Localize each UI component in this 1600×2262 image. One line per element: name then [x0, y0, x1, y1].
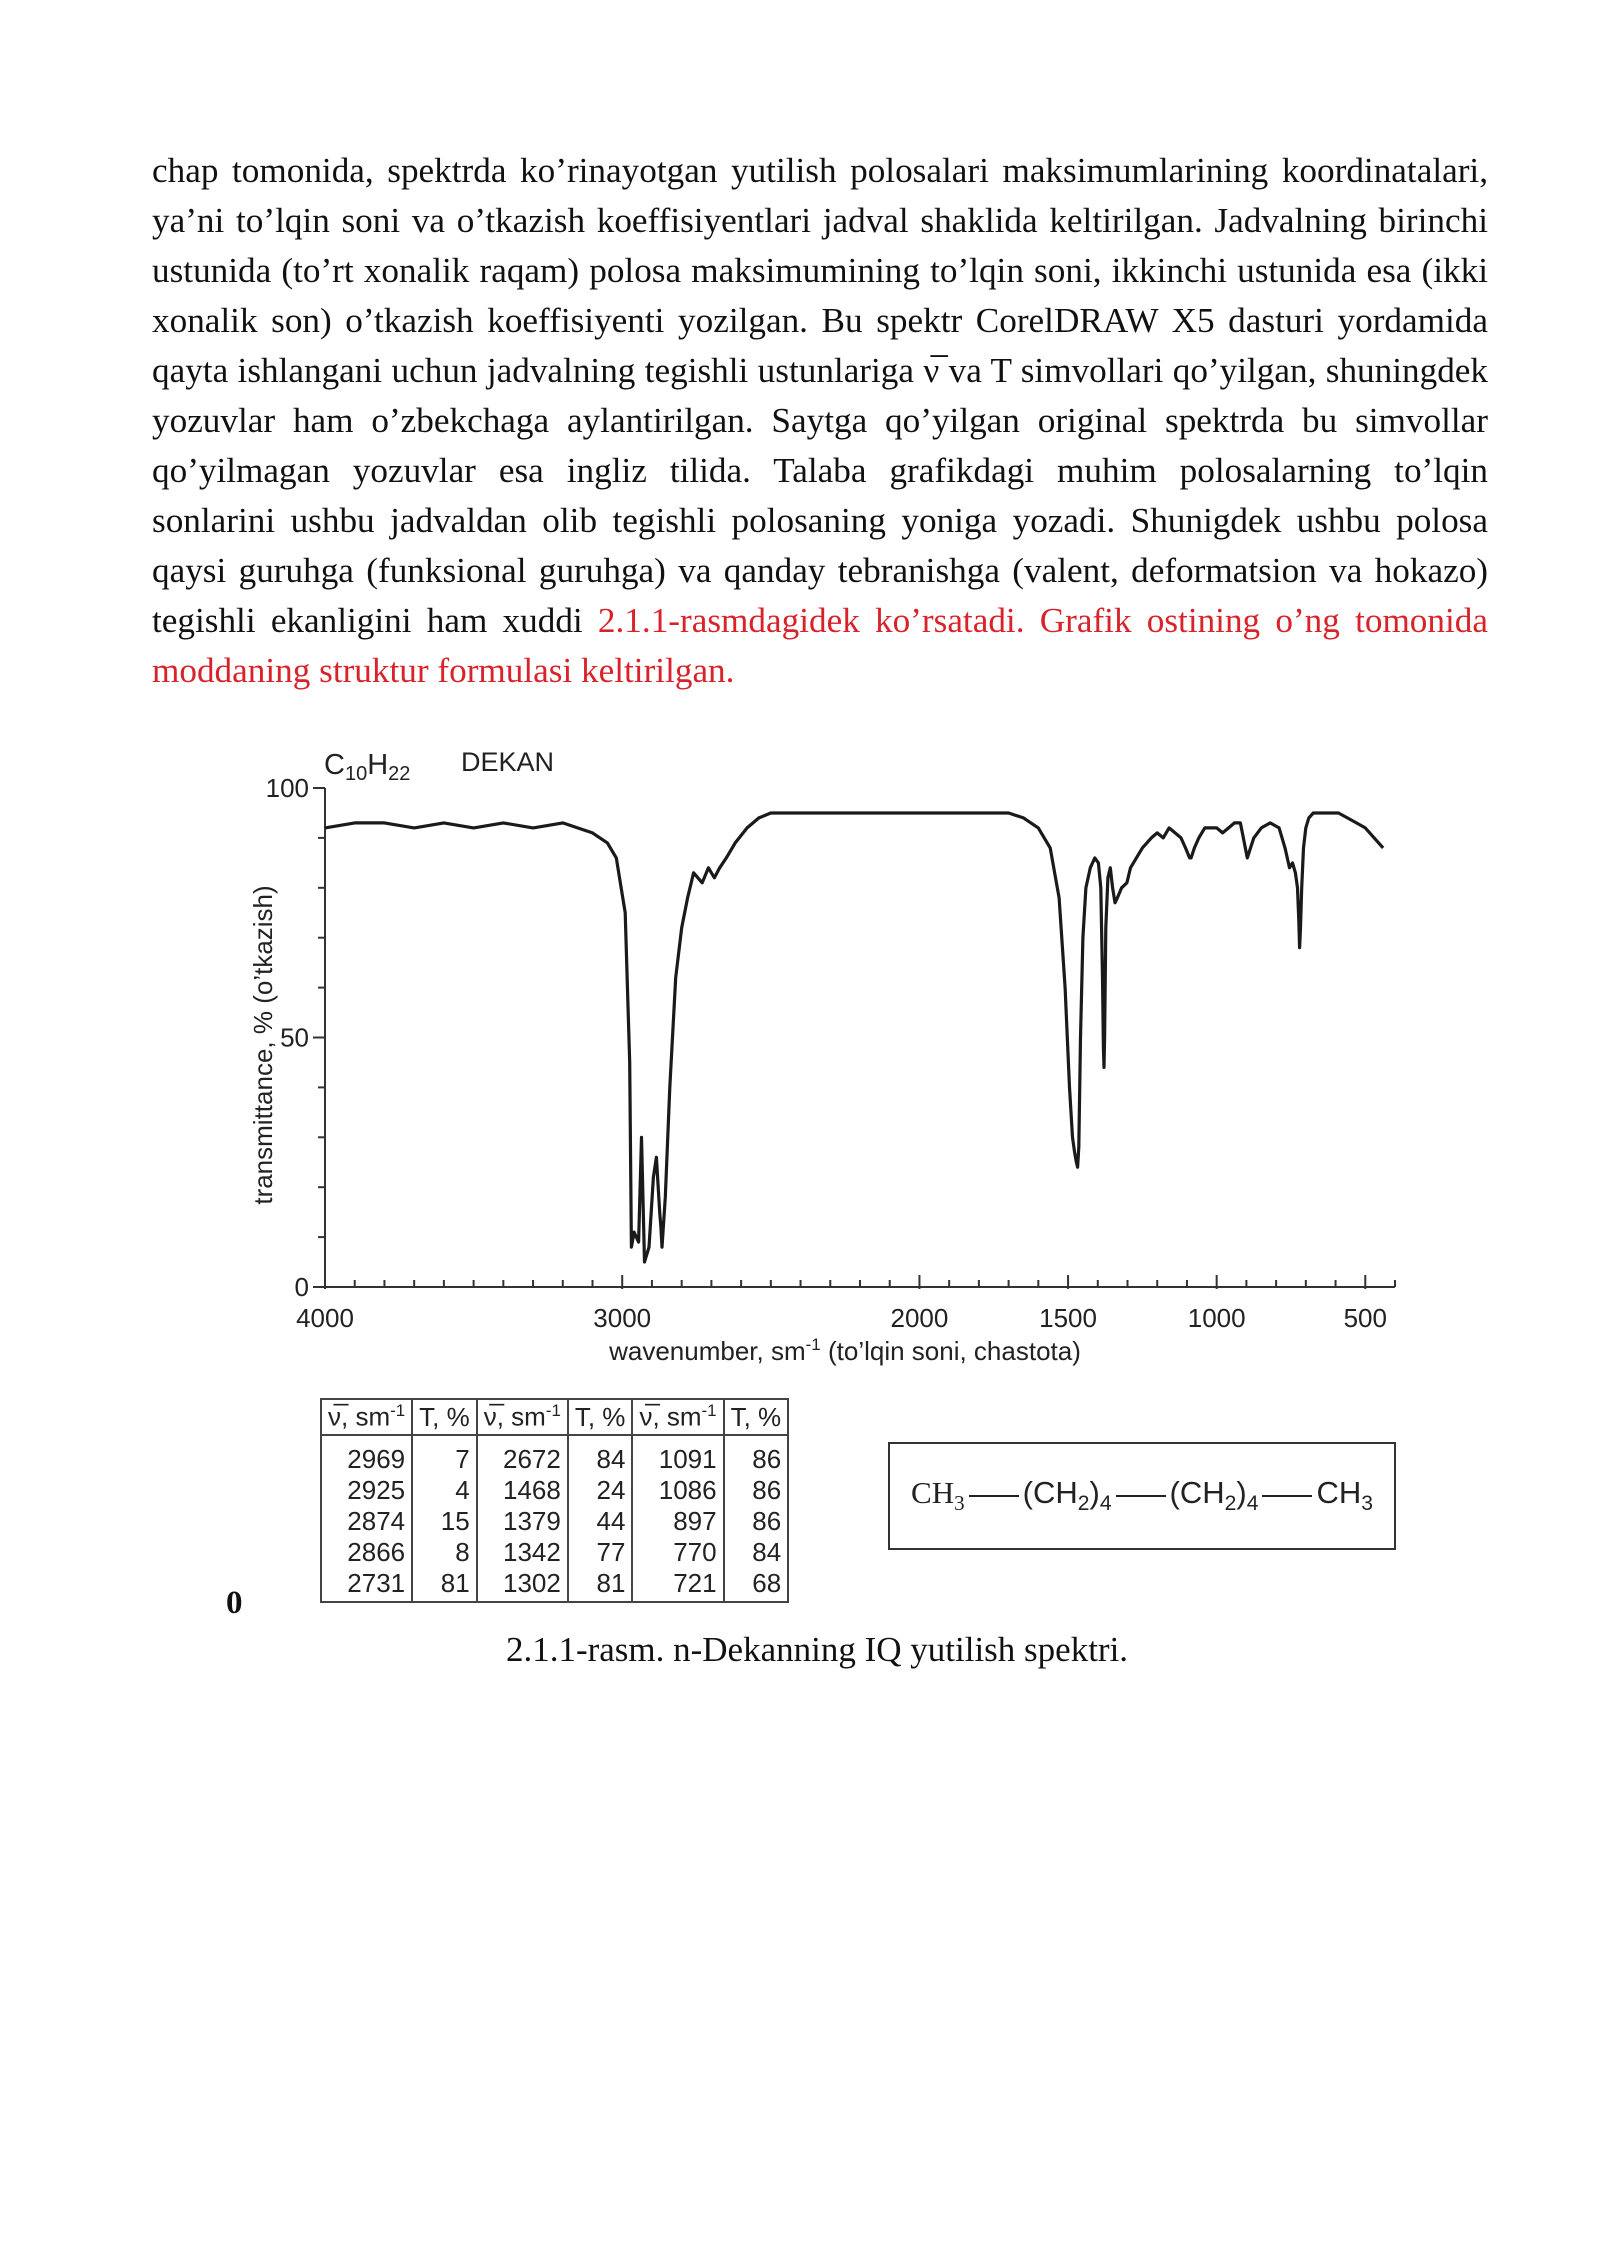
transmittance-cell: 86	[724, 1506, 789, 1537]
formula-ch2-group-2: $(CH_2)_4$	[1169, 1475, 1259, 1516]
wavenumber-cell: 2969	[321, 1435, 412, 1475]
y-tick-label: 100	[265, 773, 309, 803]
y-tick-label: 50	[280, 1022, 309, 1053]
column-header-transmittance: T, %	[412, 1399, 477, 1435]
column-header-wavenumber: ν̅, $sm^{-1}$	[477, 1399, 568, 1435]
column-header-wavenumber: ν̅, $sm^{-1}$	[632, 1399, 723, 1435]
wavenumber-cell: 1302	[477, 1568, 568, 1602]
structural-formula-box	[888, 1442, 1396, 1550]
transmittance-cell: 81	[412, 1568, 477, 1602]
formula-ch2-group-1: $(CH_2)_4$	[1022, 1475, 1112, 1516]
wavenumber-cell: 1342	[477, 1537, 568, 1568]
peak-table-body	[321, 1435, 788, 1602]
transmittance-cell: 86	[724, 1475, 789, 1506]
wavenumber-cell: 721	[632, 1568, 723, 1602]
formula-bond	[969, 1495, 1019, 1497]
y-tick-label: 0	[294, 1272, 309, 1302]
peak-table	[320, 1398, 789, 1603]
transmittance-cell: 44	[568, 1506, 633, 1537]
wavenumber-cell: 2731	[321, 1568, 412, 1602]
table-row	[321, 1537, 788, 1568]
wavenumber-cell: 770	[632, 1537, 723, 1568]
x-tick-label: 1500	[1039, 1303, 1097, 1333]
figure-caption: 2.1.1-rasm. n-Dekanning IQ yutilish spektri.	[505, 1630, 1129, 1669]
wavenumber-cell: 1091	[632, 1435, 723, 1475]
table-row	[321, 1475, 788, 1506]
formula-bond	[1262, 1495, 1312, 1497]
transmittance-cell: 4	[412, 1475, 477, 1506]
transmittance-cell: 81	[568, 1568, 633, 1602]
x-tick-label: 500	[1343, 1303, 1387, 1333]
transmittance-cell: 86	[724, 1435, 789, 1475]
transmittance-cell: 77	[568, 1537, 633, 1568]
x-tick-label: 2000	[890, 1303, 949, 1333]
y-axis-label: transmittance, % (o’tkazish)	[248, 885, 278, 1205]
transmittance-cell: 84	[568, 1435, 633, 1475]
formula-ch3-right: $CH_3$	[1316, 1475, 1373, 1516]
peak-table-header	[321, 1399, 788, 1435]
column-header-wavenumber: ν̅, $sm^{-1}$	[321, 1399, 412, 1435]
paragraph-text: chap tomonida, spektrda ko’rinayotgan yutilish polosalari maksimumlarining koordinatalari, ya’ni to’lqin soni va o’tkazish koeffisiyentlari jadval shaklida keltirilgan. Jadvalning birinchi ustunida (to’rt xonalik raqam) polosa maksimumining to’lqin soni, ikkinchi ustunida esa (ikki xonalik son) o’tkazish koeffisiyenti yozilgan. Bu spektr CorelDRAW X5 dasturi yordamida qayta ishlangani uchun jadvalning tegishli ustunlariga ν̅ va T simvollari qo’yilgan, shuningdek yozuvlar ham o’zbekchaga aylantirilgan. Saytga qo’yilgan original spektrda bu simvollar qo’yilmagan yozuvlar esa ingliz tilida. Talaba grafikdagi muhim polosalarning to’lqin sonlarini ushbu jadvaldan olib tegishli polosaning yoniga yozadi. Shunigdek ushbu polosa qaysi guruhga (funksional guruhga) va qanday tebranishga (valent, deformatsion va hokazo) tegishli ekanligini ham xuddi	[152, 151, 1488, 640]
wavenumber-cell: 1086	[632, 1475, 723, 1506]
transmittance-cell: 7	[412, 1435, 477, 1475]
wavenumber-cell: 2925	[321, 1475, 412, 1506]
wavenumber-cell: 1468	[477, 1475, 568, 1506]
stray-mark: 0	[226, 1585, 243, 1621]
x-axis	[296, 1275, 1395, 1333]
wavenumber-cell: 2874	[321, 1506, 412, 1537]
wavenumber-cell: 2672	[477, 1435, 568, 1475]
column-header-transmittance: T, %	[568, 1399, 633, 1435]
chart-title-name: DEKAN	[461, 747, 555, 777]
x-tick-label: 3000	[593, 1303, 652, 1333]
formula-ch3-left: $CH_3$	[911, 1475, 965, 1516]
table-row	[321, 1435, 788, 1475]
table-row	[321, 1568, 788, 1602]
spectrum-series-line	[325, 813, 1383, 1262]
x-axis-label: wavenumber, $sm^{-1}$ (to’lqin soni, chastota)	[609, 1335, 1081, 1366]
table-row	[321, 1506, 788, 1537]
column-header-transmittance: T, %	[724, 1399, 789, 1435]
x-tick-label: 1000	[1187, 1303, 1246, 1333]
wavenumber-cell: 1379	[477, 1506, 568, 1537]
transmittance-cell: 24	[568, 1475, 633, 1506]
wavenumber-cell: 2866	[321, 1537, 412, 1568]
wavenumber-cell: 897	[632, 1506, 723, 1537]
x-tick-label: 4000	[296, 1303, 354, 1333]
transmittance-cell: 68	[724, 1568, 789, 1602]
paragraph-highlighted-text: 2.1.1-rasmdagidek ko’rsatadi. Grafik ostining o’ng tomonida moddaning struktur formulasi keltirilgan.	[152, 601, 1488, 690]
transmittance-cell: 84	[724, 1537, 789, 1568]
transmittance-cell: 15	[412, 1506, 477, 1537]
chart-title-formula: $C_{10}H_{22}$	[324, 749, 411, 785]
transmittance-cell: 8	[412, 1537, 477, 1568]
formula-bond	[1116, 1495, 1166, 1497]
